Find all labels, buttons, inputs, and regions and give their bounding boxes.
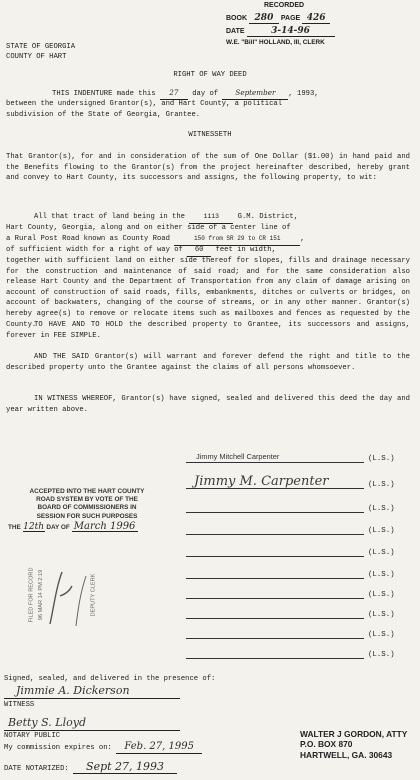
recorded-title: RECORDED bbox=[264, 2, 305, 9]
tract-text-b: G.M. District, bbox=[237, 213, 299, 221]
grantor-line-7 bbox=[186, 598, 364, 599]
intro-line-2: between the undersigned Grantor(s), and Hart County, a political bbox=[6, 100, 283, 108]
habendum-paragraph: TO HAVE AND TO HOLD the described property to Grantee, its successors and assigns, forever in FEE SIMPLE. bbox=[6, 321, 410, 340]
acceptance-line-3: BOARD OF COMMISSIONERS IN bbox=[37, 504, 137, 512]
deed-title: RIGHT OF WAY DEED bbox=[173, 71, 247, 79]
ls-label-10: (L.S.) bbox=[368, 651, 395, 659]
tract-line-3 bbox=[6, 234, 410, 246]
acceptance-line-4: SESSION FOR SUCH PURPOSES bbox=[36, 512, 138, 520]
attorney-box: P.O. BOX 870 bbox=[300, 739, 353, 750]
grantor-line-6 bbox=[186, 578, 364, 579]
notarized-line bbox=[4, 762, 177, 775]
attorney-stamp bbox=[300, 729, 420, 760]
grantor-line-10 bbox=[186, 658, 364, 659]
commission-label: My commission expires on: bbox=[4, 744, 112, 752]
acceptance-stamp bbox=[4, 488, 170, 532]
grantor-line-9 bbox=[186, 638, 364, 639]
ls-label-1: (L.S.) bbox=[368, 455, 395, 463]
tract-text-d: , bbox=[300, 235, 305, 243]
tract-line-2: Hart County, Georgia, along and on either side of a center line of bbox=[6, 224, 291, 232]
page-value: 426 bbox=[302, 13, 330, 24]
ls-label-9: (L.S.) bbox=[368, 631, 395, 639]
recording-stamp bbox=[226, 2, 420, 52]
grantor-typed-name: Jimmy Mitchell Carpenter bbox=[196, 452, 280, 461]
filed-line-2: 96 MAR 14 PM 2:19 bbox=[38, 569, 45, 621]
witnesseth-heading: WITNESSETH bbox=[188, 131, 232, 139]
filed-line-3: DEPUTY CLERK bbox=[90, 573, 97, 617]
filed-line-1: FILED FOR RECORD bbox=[28, 567, 35, 623]
acceptance-date-line bbox=[4, 520, 170, 532]
intro-month: September bbox=[222, 88, 288, 100]
intro-line-1 bbox=[6, 88, 410, 100]
consideration-paragraph: That Grantor(s), for and in consideration of the sum of One Dollar ($1.00) in hand paid and the Benefits flowing to the Grantor(s) from the project hereinafter described, hereby grant and convey to Hart County, its successors and assigns, the following property, to wit: bbox=[6, 153, 410, 183]
intro-day: 27 bbox=[160, 88, 188, 100]
grantor-signature: Jimmy M. Carpenter bbox=[194, 474, 329, 489]
acceptance-day: 12th bbox=[23, 521, 45, 532]
clerk-name: W.E. "Bill" HOLLAND, III, CLERK bbox=[226, 39, 325, 46]
tract-text-a: All that tract of land being in the bbox=[34, 213, 185, 221]
intro-text-c: , 1993, bbox=[288, 90, 319, 98]
notary-signature: Betty S. Lloyd bbox=[8, 716, 86, 729]
witness-label: WITNESS bbox=[4, 701, 35, 709]
intro-line-3: subdivision of the State of Georgia, Grantee. bbox=[6, 111, 201, 119]
grantor-line-1 bbox=[186, 462, 364, 463]
notarized-label: DATE NOTARIZED: bbox=[4, 765, 69, 773]
ls-label-6: (L.S.) bbox=[368, 571, 395, 579]
attorney-city: HARTWELL, GA. 30643 bbox=[300, 749, 393, 760]
grantor-line-5 bbox=[186, 556, 364, 557]
tract-text-e: of sufficient width for a right of way of bbox=[6, 246, 183, 254]
book-label: BOOK bbox=[226, 15, 247, 22]
commission-line bbox=[4, 742, 202, 754]
state-line: STATE OF GEORGIA bbox=[6, 43, 76, 51]
acceptance-line-1: ACCEPTED INTO THE HART COUNTY bbox=[29, 488, 145, 495]
acceptance-the: THE bbox=[8, 523, 21, 531]
grantor-line-2 bbox=[186, 488, 364, 489]
witness-signature: Jimmie A. Dickerson bbox=[16, 684, 130, 697]
tract-line-4 bbox=[6, 245, 410, 257]
acceptance-month-year: March 1996 bbox=[72, 523, 138, 532]
date-value: 3-14-96 bbox=[247, 26, 335, 37]
acceptance-line-2: ROAD SYSTEM BY VOTE OF THE bbox=[36, 496, 138, 504]
grantor-line-4 bbox=[186, 534, 364, 535]
ls-label-3: (L.S.) bbox=[368, 505, 395, 513]
testimonium-paragraph: IN WITNESS WHEREOF, Grantor(s) have signed, sealed and delivered this deed the day and year written above. bbox=[6, 395, 410, 414]
page-label: PAGE bbox=[280, 15, 301, 22]
signed-presence-line: Signed, sealed, and delivered in the presence of: bbox=[4, 675, 216, 683]
grantor-line-8 bbox=[186, 618, 364, 619]
ls-label-5: (L.S.) bbox=[368, 549, 395, 557]
commission-date: Feb. 27, 1995 bbox=[116, 742, 202, 754]
attorney-name: WALTER J GORDON, ATTY bbox=[300, 729, 408, 739]
militia-district: 1113 bbox=[189, 212, 233, 224]
ls-label-7: (L.S.) bbox=[368, 591, 395, 599]
tract-line-1 bbox=[6, 212, 410, 224]
book-value: 280 bbox=[249, 13, 279, 24]
county-line: COUNTY OF HART bbox=[6, 53, 67, 61]
acceptance-day-of: DAY OF bbox=[46, 523, 70, 531]
ls-label-4: (L.S.) bbox=[368, 527, 395, 535]
tract-text-f: feet in width, bbox=[215, 246, 276, 254]
tract-text-c: a Rural Post Road known as County Road bbox=[6, 235, 170, 243]
filed-stamp bbox=[16, 566, 106, 630]
right-of-way-width: 60 bbox=[187, 245, 211, 257]
notarized-date: Sept 27, 1993 bbox=[73, 762, 177, 774]
ls-label-8: (L.S.) bbox=[368, 611, 395, 619]
witness-line bbox=[4, 698, 180, 699]
grantor-line-3 bbox=[186, 512, 364, 513]
notary-label: NOTARY PUBLIC bbox=[4, 732, 61, 740]
county-road: 150 from SR 29 to CR 151 bbox=[174, 234, 300, 246]
date-label: DATE bbox=[226, 28, 245, 35]
warranty-paragraph: AND THE SAID Grantor(s) will warrant and forever defend the right and title to the described property unto the Grantee against the claims of all persons whomsoever. bbox=[6, 353, 410, 372]
ls-label-2: (L.S.) bbox=[368, 481, 395, 489]
intro-text-a: THIS INDENTURE made this bbox=[52, 90, 156, 98]
tract-remainder: together with sufficient land on either side thereof for slopes, fills and drainage necessary for the construction and maintenance of said road; and for the same consideration also release Hart County and the Department of Transportation from any claim of damage arising on account of construction of said roads, fills, embankments, ditches or culverts or bridges, on account of backwaters, changing of the course of streams, or in any other manner. Grantor(s) hereby agree(s) to remove or relocate items such as mailboxes and fences as requested by the County. bbox=[6, 257, 410, 329]
intro-text-b: day of bbox=[192, 90, 219, 98]
